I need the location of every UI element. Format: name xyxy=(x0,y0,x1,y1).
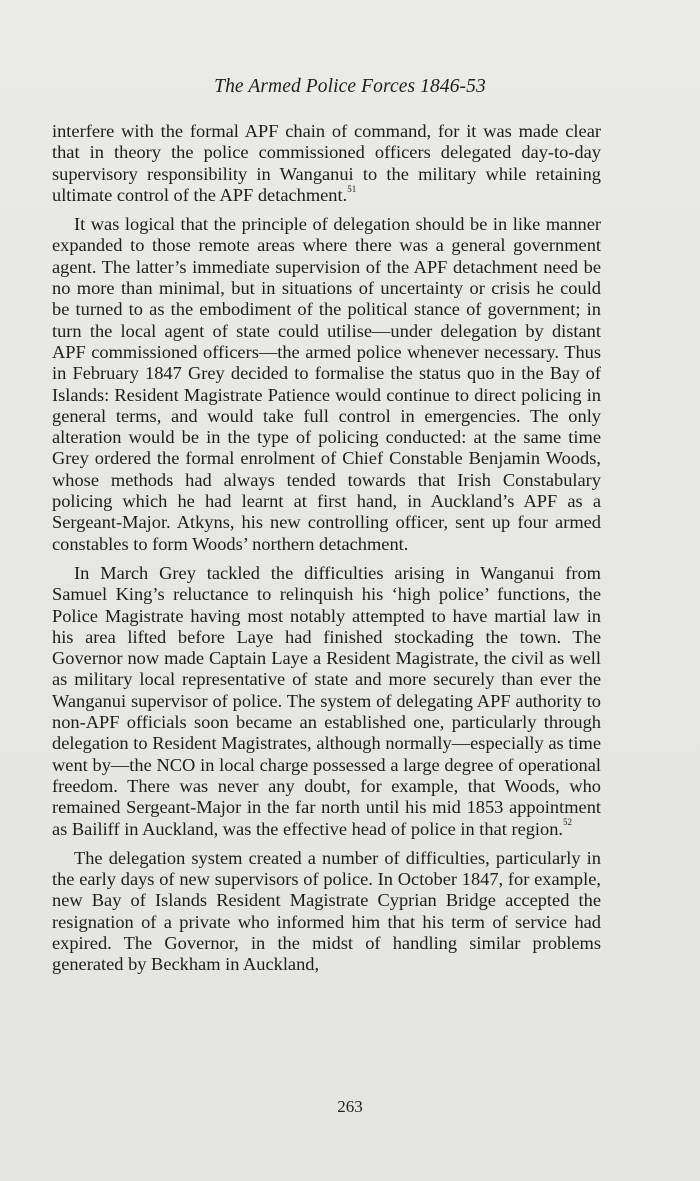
page-number: 263 xyxy=(337,1097,363,1116)
footnote-marker: 52 xyxy=(563,817,573,828)
paragraph-3 xyxy=(52,563,601,840)
paragraph-text: The delegation system created a number of difficulties, particularly in the early days of new supervisors of police. In October 1847, for example, new Bay of Islands Resident Magistrate Cyprian Bridge accepted the resignation of a private who informed him that his term of service had expired. The Governor, in the midst of handling similar problems generated by Beckham in Auckland, xyxy=(52,847,601,975)
paragraph-text: In March Grey tackled the difficulties arising in Wanganui from Samuel King’s reluctance to relinquish his ‘high police’ functions, the Police Magistrate having most notably attempted to have martial law in his area lifted before Laye had finished stockading the town. The Governor now made Captain Laye a Resident Magistrate, the civil as well as military local representative of state and more securely than ever the Wanganui supervisor of police. The system of delegating APF authority to non-APF officials soon became an established one, particularly through delegation to Resident Magistrates, although normally—especially as time went by—the NCO in local charge possessed a large degree of operational freedom. There was never any doubt, for example, that Woods, who remained Sergeant-Major in the far north until his mid 1853 appointment as Bailiff in Auckland, was the effective head of police in that region. xyxy=(52,562,601,839)
paragraph-4 xyxy=(52,848,601,976)
footnote-marker: 51 xyxy=(347,183,357,194)
paragraph-text: interfere with the formal APF chain of command, for it was made clear that in theory the police commissioned officers delegated day-to-day supervisory responsibility in Wanganui to the military while retaining ultimate control of the APF detachment. xyxy=(52,121,601,205)
paragraph-text: It was logical that the principle of delegation should be in like manner expanded to those remote areas where there was a general government agent. The latter’s immediate supervision of the APF detachment need be no more than minimal, but in situations of uncertainty or crisis he could be turned to as the embodiment of the political stance of government; in turn the local agent of state could utilise—under delegation by distant APF commissioned officers—the armed police whenever necessary. Thus in February 1847 Grey decided to formalise the status quo in the Bay of Islands: Resident Magistrate Patience would continue to direct policing in general terms, and would take full control in emergencies. The only alteration would be in the type of policing conducted: at the same time Grey ordered the formal enrolment of Chief Constable Benjamin Woods, whose methods had always tended towards that Irish Constabulary policing which he had learnt at first hand, in Auckland’s APF as a Sergeant-Major. Atkyns, his new controlling officer, sent up four armed constables to form Woods’ northern detachment. xyxy=(52,214,601,554)
paragraph-1 xyxy=(52,121,601,206)
running-head: The Armed Police Forces 1846-53 xyxy=(214,76,486,97)
body-text xyxy=(52,121,601,984)
paragraph-2 xyxy=(52,214,601,555)
